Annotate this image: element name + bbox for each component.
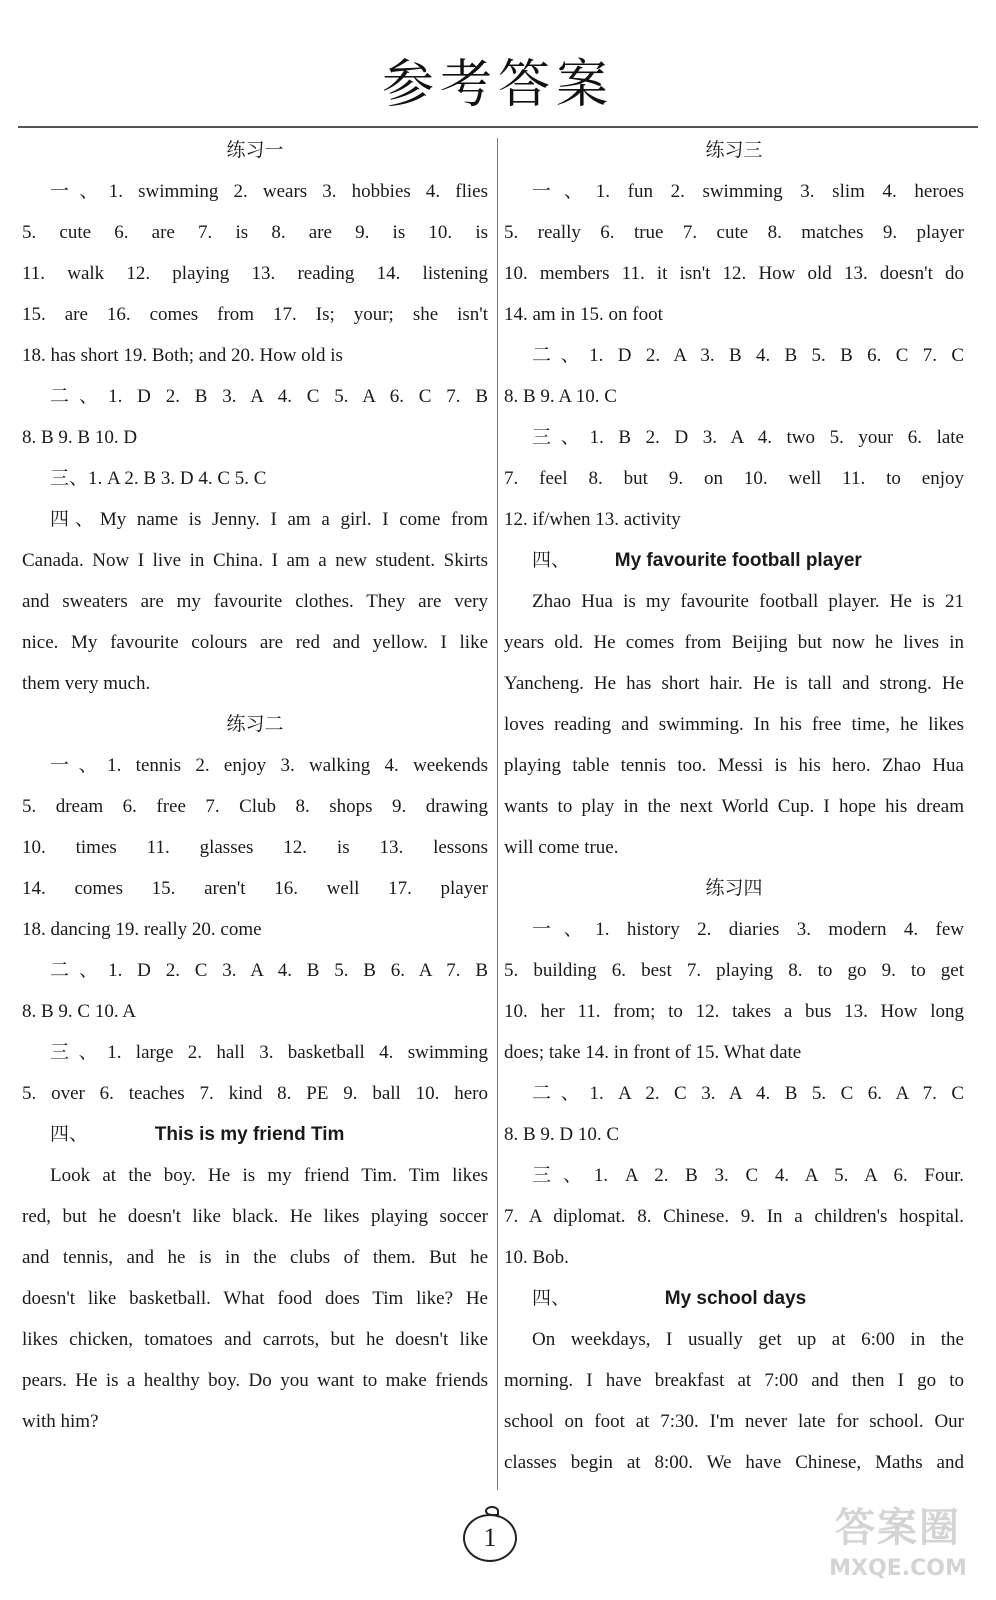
essay-line: will come true. <box>504 837 619 858</box>
answer-line: 10. Bob. <box>504 1247 569 1268</box>
answer-line: 10. times 11. glasses 12. is 13. lessons <box>22 837 488 858</box>
column-divider <box>497 138 498 1490</box>
essay-line: Yancheng. He has short hair. He is tall and strong. He <box>504 673 964 694</box>
answer-line: 一、1. swimming 2. wears 3. hobbies 4. flies <box>50 181 488 202</box>
answer-line: 11. walk 12. playing 13. reading 14. listening <box>22 263 488 284</box>
answer-line: 二、1. D 2. B 3. A 4. C 5. A 6. C 7. B <box>50 386 488 407</box>
page-title: 参考答案 <box>381 55 614 115</box>
essay-title-line <box>504 540 964 581</box>
page-number: 1 <box>463 1514 517 1562</box>
answer-line: 三、1. A 2. B 3. D 4. C 5. C <box>50 468 267 489</box>
answer-line: 二、1. D 2. A 3. B 4. B 5. B 6. C 7. C <box>532 345 964 366</box>
essay-line: and sweaters are my favourite clothes. They are very <box>22 591 488 612</box>
essay-line: classes begin at 8:00. We have Chinese, Maths and <box>504 1452 964 1473</box>
answer-line: 5. cute 6. are 7. is 8. are 9. is 10. is <box>22 222 488 243</box>
essay-title-line <box>504 1278 964 1319</box>
answer-line: 8. B 9. B 10. D <box>22 427 138 448</box>
essay-line: them very much. <box>22 673 151 694</box>
answer-line: 7. A diplomat. 8. Chinese. 9. In a children's hospital. <box>504 1206 964 1227</box>
title-rule <box>18 126 978 128</box>
essay-line: likes chicken, tomatoes and carrots, but he doesn't like <box>22 1329 488 1350</box>
essay-line: doesn't like basketball. What food does Tim like? He <box>22 1288 488 1309</box>
answer-line: 一、1. fun 2. swimming 3. slim 4. heroes <box>532 181 964 202</box>
exercise-1-heading: 练习一 <box>226 139 284 161</box>
answer-line: 5. over 6. teaches 7. kind 8. PE 9. ball 10. hero <box>22 1083 488 1104</box>
section-number: 四、 <box>532 550 571 571</box>
essay-title: This is my friend Tim <box>154 1124 345 1145</box>
essay-title-line <box>22 1114 488 1155</box>
answer-line: 5. building 6. best 7. playing 8. to go 9. to get <box>504 960 964 981</box>
essay-line: loves reading and swimming. In his free time, he likes <box>504 714 964 735</box>
answer-line: 一、1. tennis 2. enjoy 3. walking 4. weekends <box>50 755 488 776</box>
answer-line: 三、1. large 2. hall 3. basketball 4. swimming <box>50 1042 488 1063</box>
essay-line: Canada. Now I live in China. I am a new student. Skirts <box>22 550 488 571</box>
answer-line: 18. has short 19. Both; and 20. How old is <box>22 345 343 366</box>
answer-line: 二、1. A 2. C 3. A 4. B 5. C 6. A 7. C <box>532 1083 964 1104</box>
essay-line: morning. I have breakfast at 7:00 and then I go to <box>504 1370 964 1391</box>
essay-title: My school days <box>664 1288 807 1309</box>
answer-line: 5. dream 6. free 7. Club 8. shops 9. drawing <box>22 796 488 817</box>
essay-line: playing table tennis too. Messi is his hero. Zhao Hua <box>504 755 964 776</box>
essay-line: with him? <box>22 1411 99 1432</box>
exercise-3-heading: 练习三 <box>705 139 763 161</box>
essay-line: wants to play in the next World Cup. I hope his dream <box>504 796 964 817</box>
essay-line: and tennis, and he is in the clubs of them. But he <box>22 1247 488 1268</box>
essay-line: On weekdays, I usually get up at 6:00 in the <box>532 1329 964 1350</box>
answer-line: 12. if/when 13. activity <box>504 509 681 530</box>
watermark-text: 答案圈 <box>835 1505 961 1551</box>
answer-line: 一、1. history 2. diaries 3. modern 4. few <box>532 919 964 940</box>
essay-line: Look at the boy. He is my friend Tim. Tim likes <box>50 1165 488 1186</box>
right-column <box>504 130 964 1483</box>
answer-line: 8. B 9. D 10. C <box>504 1124 620 1145</box>
essay-line: pears. He is a healthy boy. Do you want to make friends <box>22 1370 488 1391</box>
answer-line: 二、1. D 2. C 3. A 4. B 5. B 6. A 7. B <box>50 960 488 981</box>
essay-line: years old. He comes from Beijing but now he lives in <box>504 632 964 653</box>
answer-line: 10. her 11. from; to 12. takes a bus 13. How long <box>504 1001 964 1022</box>
answer-line: 18. dancing 19. really 20. come <box>22 919 262 940</box>
answer-line: does; take 14. in front of 15. What date <box>504 1042 802 1063</box>
section-number: 四、 <box>50 1124 89 1145</box>
answer-line: 8. B 9. A 10. C <box>504 386 617 407</box>
answer-line: 5. really 6. true 7. cute 8. matches 9. player <box>504 222 964 243</box>
answer-line: 10. members 11. it isn't 12. How old 13. doesn't do <box>504 263 964 284</box>
watermark-logo <box>808 1502 988 1592</box>
answer-line: 14. comes 15. aren't 16. well 17. player <box>22 878 488 899</box>
essay-line: red, but he doesn't like black. He likes playing soccer <box>22 1206 488 1227</box>
answer-line: 8. B 9. C 10. A <box>22 1001 137 1022</box>
watermark-url: MXQE.COM <box>829 1556 967 1581</box>
essay-line: nice. My favourite colours are red and yellow. I like <box>22 632 488 653</box>
left-column <box>22 130 488 1442</box>
essay-title: My favourite football player <box>614 550 862 571</box>
section-number: 四、 <box>532 1288 571 1309</box>
exercise-4-heading: 练习四 <box>705 877 763 899</box>
essay-line: Zhao Hua is my favourite football player. He is 21 <box>532 591 964 612</box>
answer-line: 7. feel 8. but 9. on 10. well 11. to enjoy <box>504 468 964 489</box>
answer-line: 15. are 16. comes from 17. Is; your; she isn't <box>22 304 488 325</box>
answer-line: 三、1. B 2. D 3. A 4. two 5. your 6. late <box>532 427 964 448</box>
essay-line: 四、My name is Jenny. I am a girl. I come from <box>50 509 488 530</box>
essay-line: school on foot at 7:30. I'm never late for school. Our <box>504 1411 964 1432</box>
answer-line: 三、1. A 2. B 3. C 4. A 5. A 6. Four. <box>532 1165 964 1186</box>
exercise-2-heading: 练习二 <box>226 713 284 735</box>
answer-line: 14. am in 15. on foot <box>504 304 663 325</box>
